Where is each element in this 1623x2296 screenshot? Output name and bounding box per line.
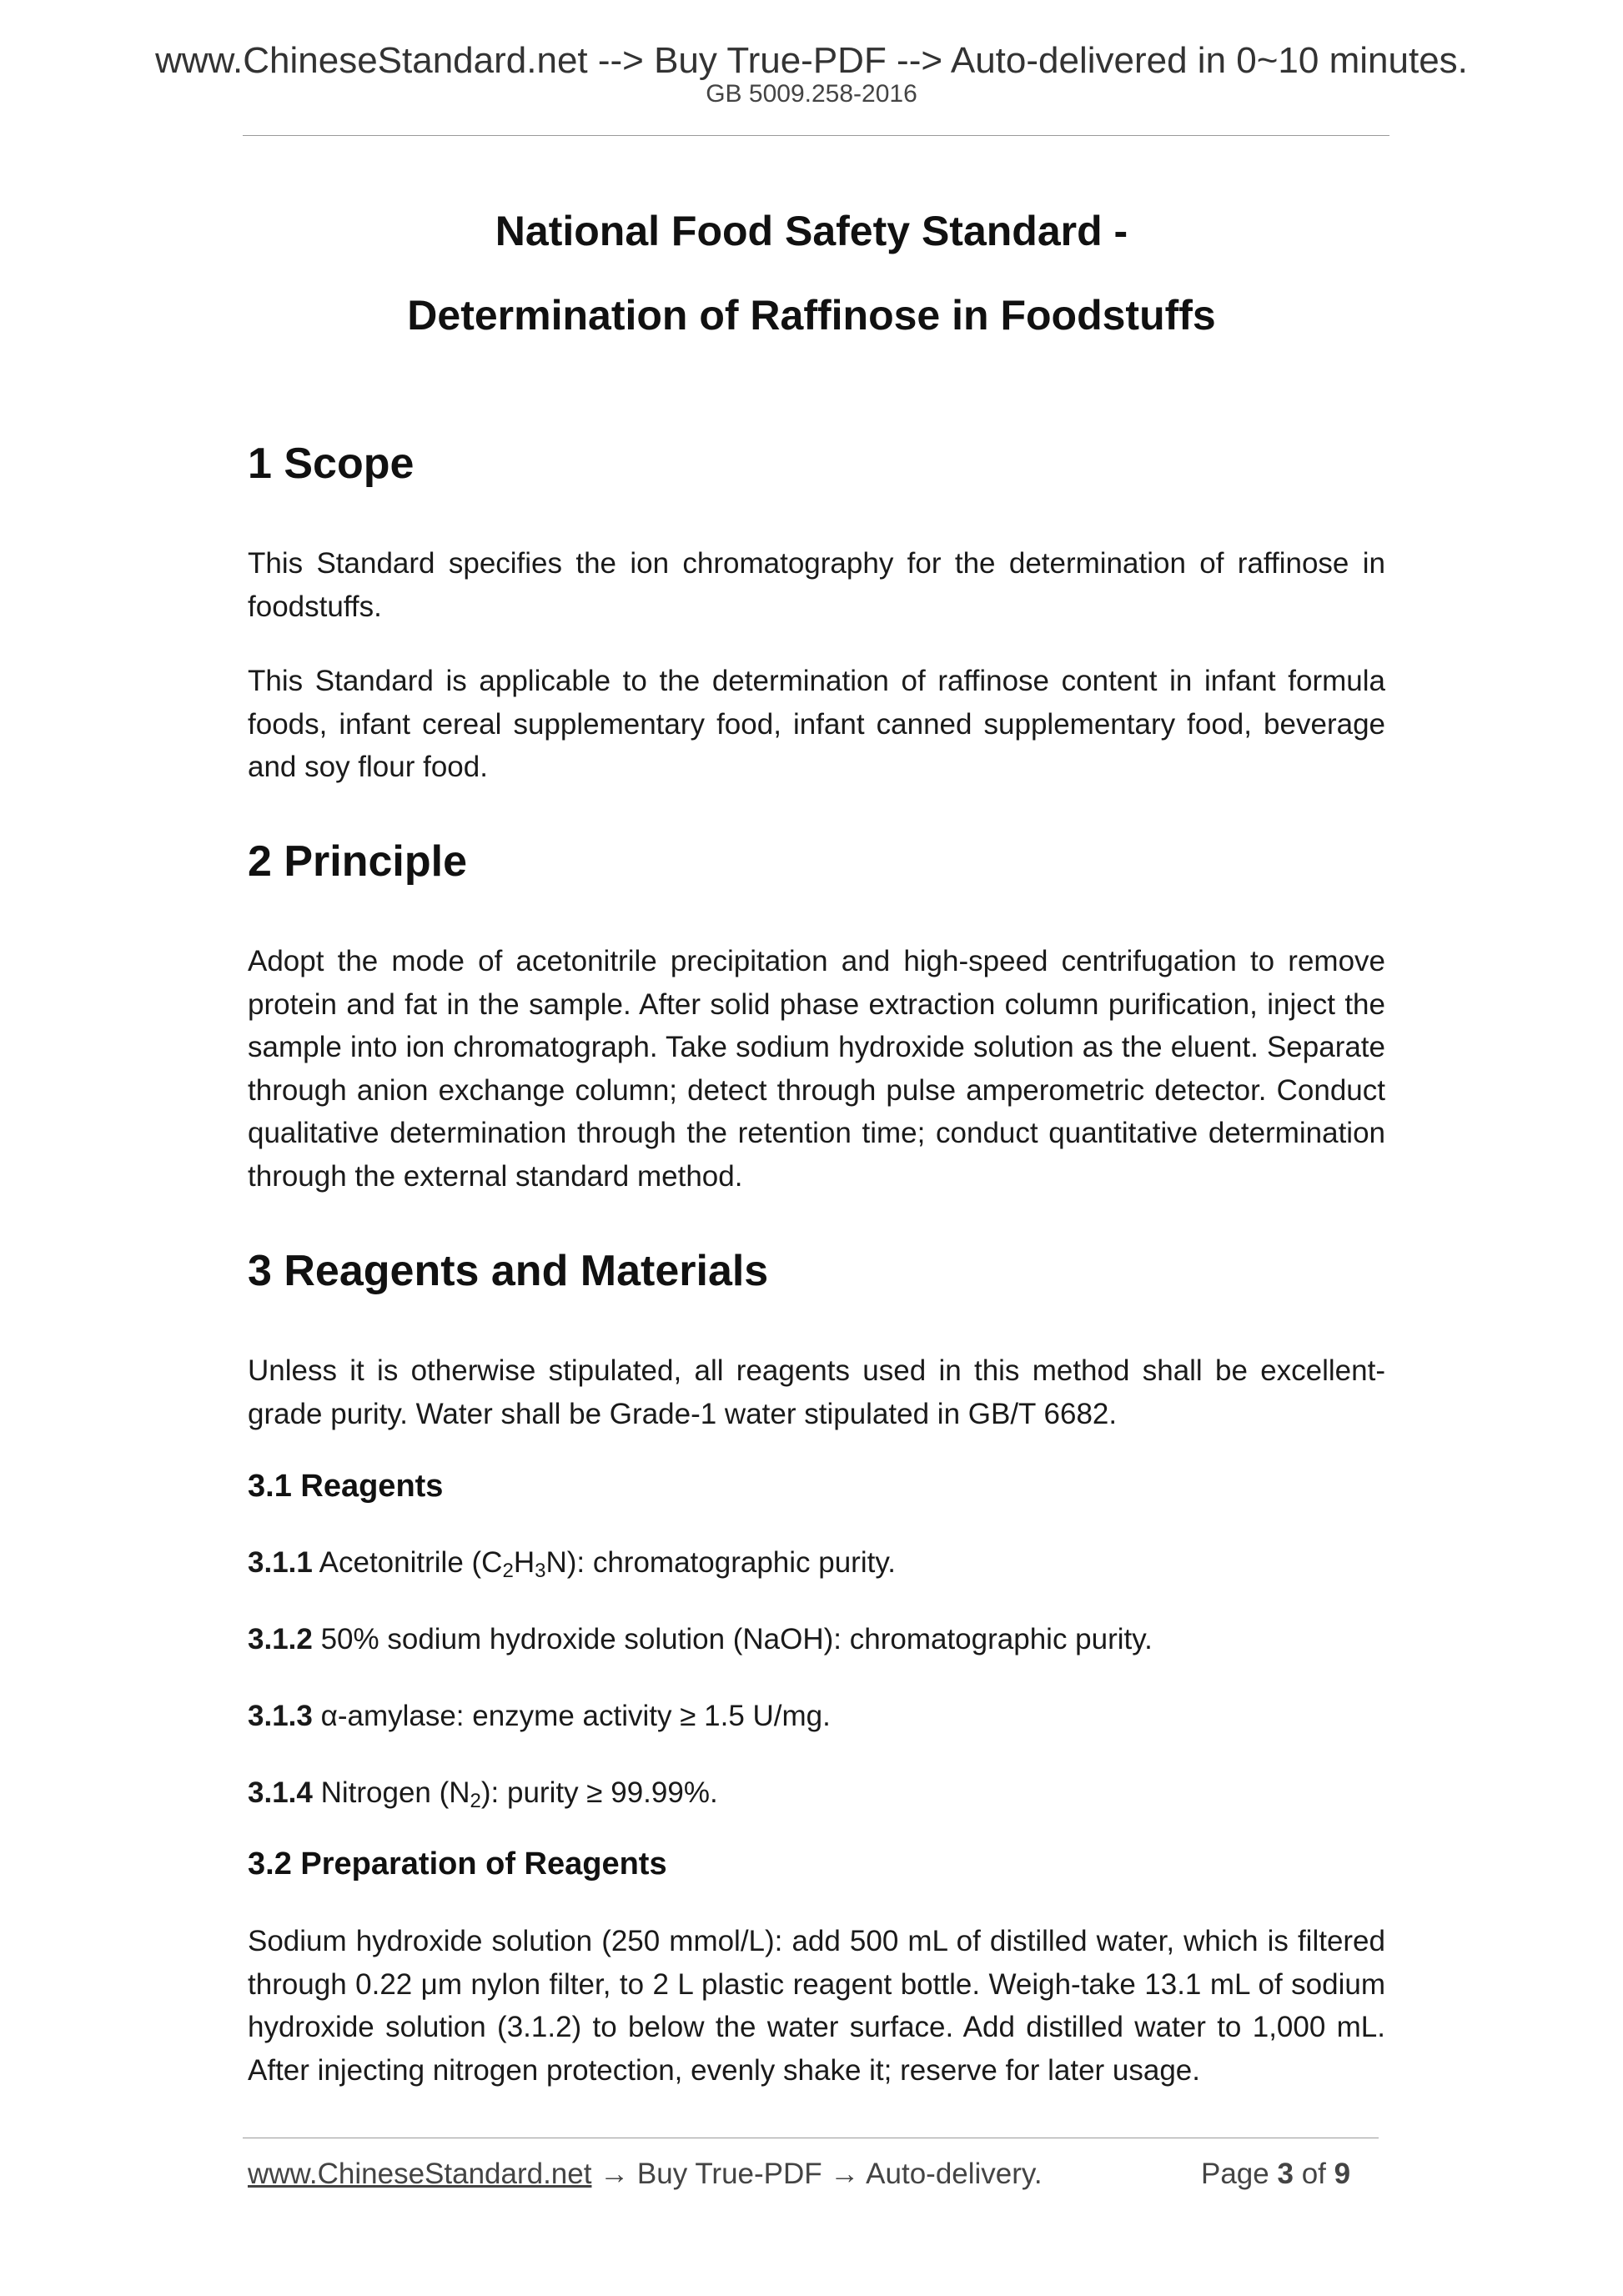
scope-paragraph-2: This Standard is applicable to the determination of raffinose content in infant formula foods, infant cereal supplementary food, infant canned supplementary food, beverage and soy flour food. — [248, 665, 1385, 783]
arrow-icon: → — [600, 2158, 630, 2190]
scope-paragraph-1: This Standard specifies the ion chromatography for the determination of raffinose in foodstuffs. — [248, 547, 1385, 623]
subsection-heading-reagents: 3.1 Reagents — [248, 1469, 444, 1504]
principle-paragraph: Adopt the mode of acetonitrile precipitation and high-speed centrifugation to remove protein and fat in the sample. After solid phase extraction column purification, inject the sample into ion chromatograph. Take sodium hydroxide solution as the eluent. Separate through anion exchange column; detect through pulse amperometric detector. Conduct qualitative determination through the retention time; conduct quantitative determination through the external standard method. — [248, 945, 1385, 1193]
page-total: 9 — [1334, 2158, 1351, 2190]
item-number: 3.1.3 — [248, 1700, 313, 1732]
item-number: 3.1.1 — [248, 1546, 313, 1579]
section-heading-principle: 2 Principle — [248, 837, 467, 886]
item-number: 3.1.2 — [248, 1623, 313, 1655]
subsection-heading-preparation: 3.2 Preparation of Reagents — [248, 1846, 667, 1882]
reagent-item-acetonitrile: 3.1.1 Acetonitrile $(C_2H_3N)$: chromatographic purity. — [248, 1546, 896, 1582]
header-banner: www.ChineseStandard.net --> Buy True-PDF --> Auto-delivered in 0~10 minutes. — [155, 40, 1468, 81]
footer-site-link[interactable]: www.ChineseStandard.net — [248, 2158, 592, 2190]
reagent-item-sodium-hydroxide: 3.1.2 50% sodium hydroxide solution (NaOH): chromatographic purity. — [248, 1623, 1153, 1655]
header-divider — [243, 135, 1389, 136]
section-heading-reagents: 3 Reagents and Materials — [248, 1247, 769, 1295]
page-number: 3 — [1277, 2158, 1294, 2190]
preparation-paragraph: Sodium hydroxide solution (250 mmol/L): add 500 mL of distilled water, which is filtered through 0.22 μm nylon filter, to 2 L plastic reagent bottle. Weigh-take 13.1 mL of sodium hydroxide solution (3.1.2) to below the water surface. Add distilled water to 1,000 mL. After injecting nitrogen protection, evenly shake it; reserve for later usage. — [248, 1925, 1385, 2087]
arrow-icon: → — [830, 2158, 860, 2190]
section-heading-scope: 1 Scope — [248, 440, 415, 488]
reagent-item-nitrogen: 3.1.4 Nitrogen $(N_2)$: purity ≥ 99.99%. — [248, 1776, 718, 1812]
title-line-2: Determination of Raffinose in Foodstuffs — [407, 292, 1216, 339]
document-id: GB 5009.258-2016 — [706, 80, 917, 108]
reagent-item-amylase: 3.1.3 α-amylase: enzyme activity ≥ 1.5 U/mg. — [248, 1700, 831, 1732]
item-number: 3.1.4 — [248, 1776, 313, 1809]
page-indicator: Page 3 of 9 — [1201, 2158, 1351, 2190]
footer-left: www.ChineseStandard.net → Buy True-PDF → Auto-delivery. — [248, 2158, 1043, 2190]
reagents-intro-paragraph: Unless it is otherwise stipulated, all reagents used in this method shall be excellent-grade purity. Water shall be Grade-1 water stipulated in GB/T 6682. — [248, 1354, 1385, 1430]
title-line-1: National Food Safety Standard - — [495, 208, 1128, 254]
